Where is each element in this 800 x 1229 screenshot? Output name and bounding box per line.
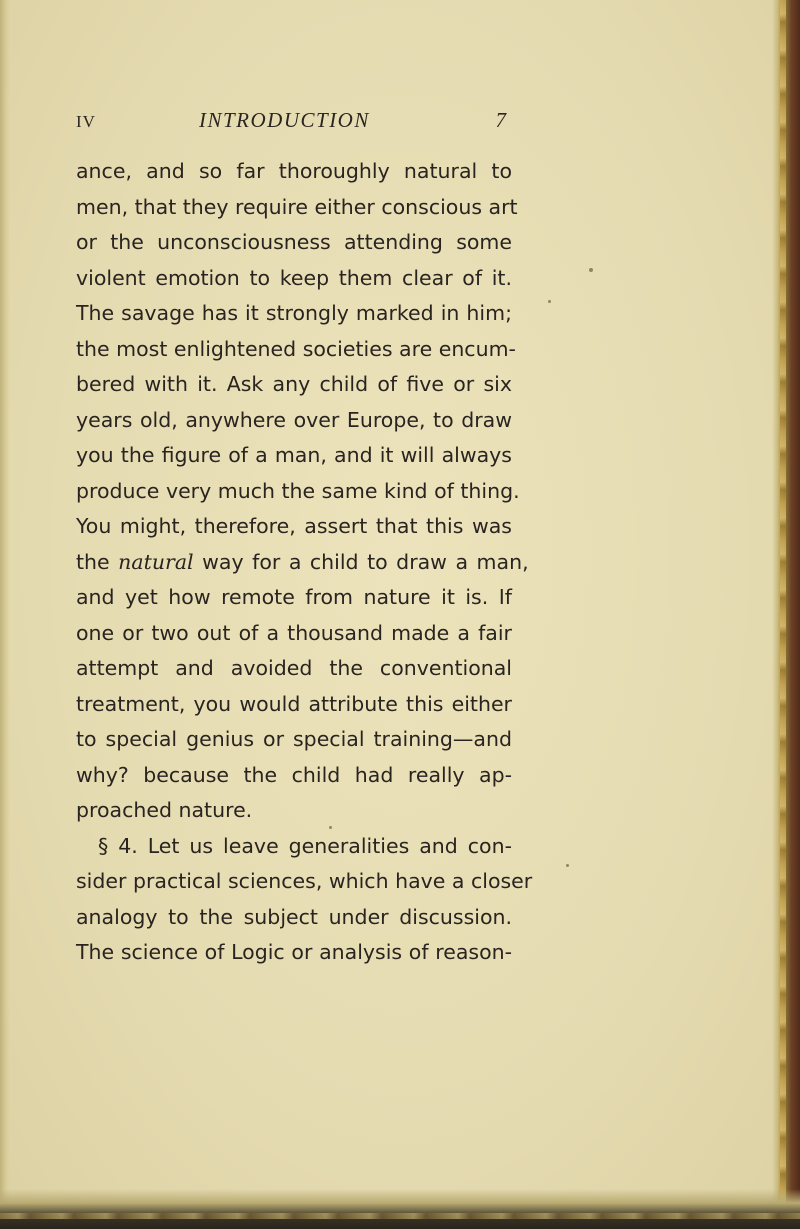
page-number: 7 (495, 108, 506, 132)
text-line: analogy to the subject under discussion. (76, 904, 512, 929)
gilt-page-edge (780, 0, 786, 1229)
italic-word: natural (118, 549, 194, 574)
text-line: or the unconsciousness attending some (76, 230, 512, 254)
text-line: You might, therefore, assert that this was (76, 514, 512, 538)
running-title: INTRODUCTION (199, 108, 370, 132)
text-line: and yet how remote from nature it is. If (76, 585, 512, 609)
book-bottom-edge (0, 1189, 800, 1229)
text-line: years old, anywhere over Europe, to draw (76, 407, 512, 432)
text-line: sider practical sciences, which have a closer (76, 869, 533, 893)
running-header (76, 108, 512, 138)
text-line: treatment, you would attribute this either (76, 691, 512, 716)
text-line: one or two out of a thousand made a fair (76, 620, 512, 645)
book-spine-edge (772, 0, 800, 1229)
body-text (76, 154, 533, 971)
text-line: the most enlightened societies are encum- (76, 336, 516, 361)
gilt-bottom-edge (0, 1213, 800, 1219)
text-line: men, that they require either conscious art (76, 194, 518, 219)
section-numeral: IV (76, 112, 96, 131)
text-line: violent emotion to keep them clear of it. (76, 265, 512, 290)
paragraph-start-line: § 4. Let us leave generalities and con- (98, 833, 512, 858)
paper-speck (589, 268, 593, 272)
text-line-with-italic (76, 545, 529, 581)
text-line: The science of Logic or analysis of reason- (76, 940, 512, 964)
paper-speck (566, 864, 569, 867)
text-line: attempt and avoided the conventional (76, 656, 512, 680)
text-line: ance, and so far thoroughly natural to (76, 159, 512, 183)
text-line: proached nature. (76, 798, 253, 822)
text-line: bered with it. Ask any child of five or six (76, 372, 512, 396)
paper-speck (548, 300, 551, 303)
text-fragment: way for a child to draw a man, (193, 549, 529, 574)
text-fragment: the (76, 549, 119, 574)
text-line: produce very much the same kind of thing. (76, 478, 520, 503)
page-left-edge (0, 0, 10, 1229)
text-line: you the figure of a man, and it will always (76, 443, 512, 467)
text-line: why? because the child had really ap- (76, 762, 512, 787)
text-line: The savage has it strongly marked in him; (76, 301, 512, 325)
text-line: to special genius or special training—and (76, 727, 512, 751)
